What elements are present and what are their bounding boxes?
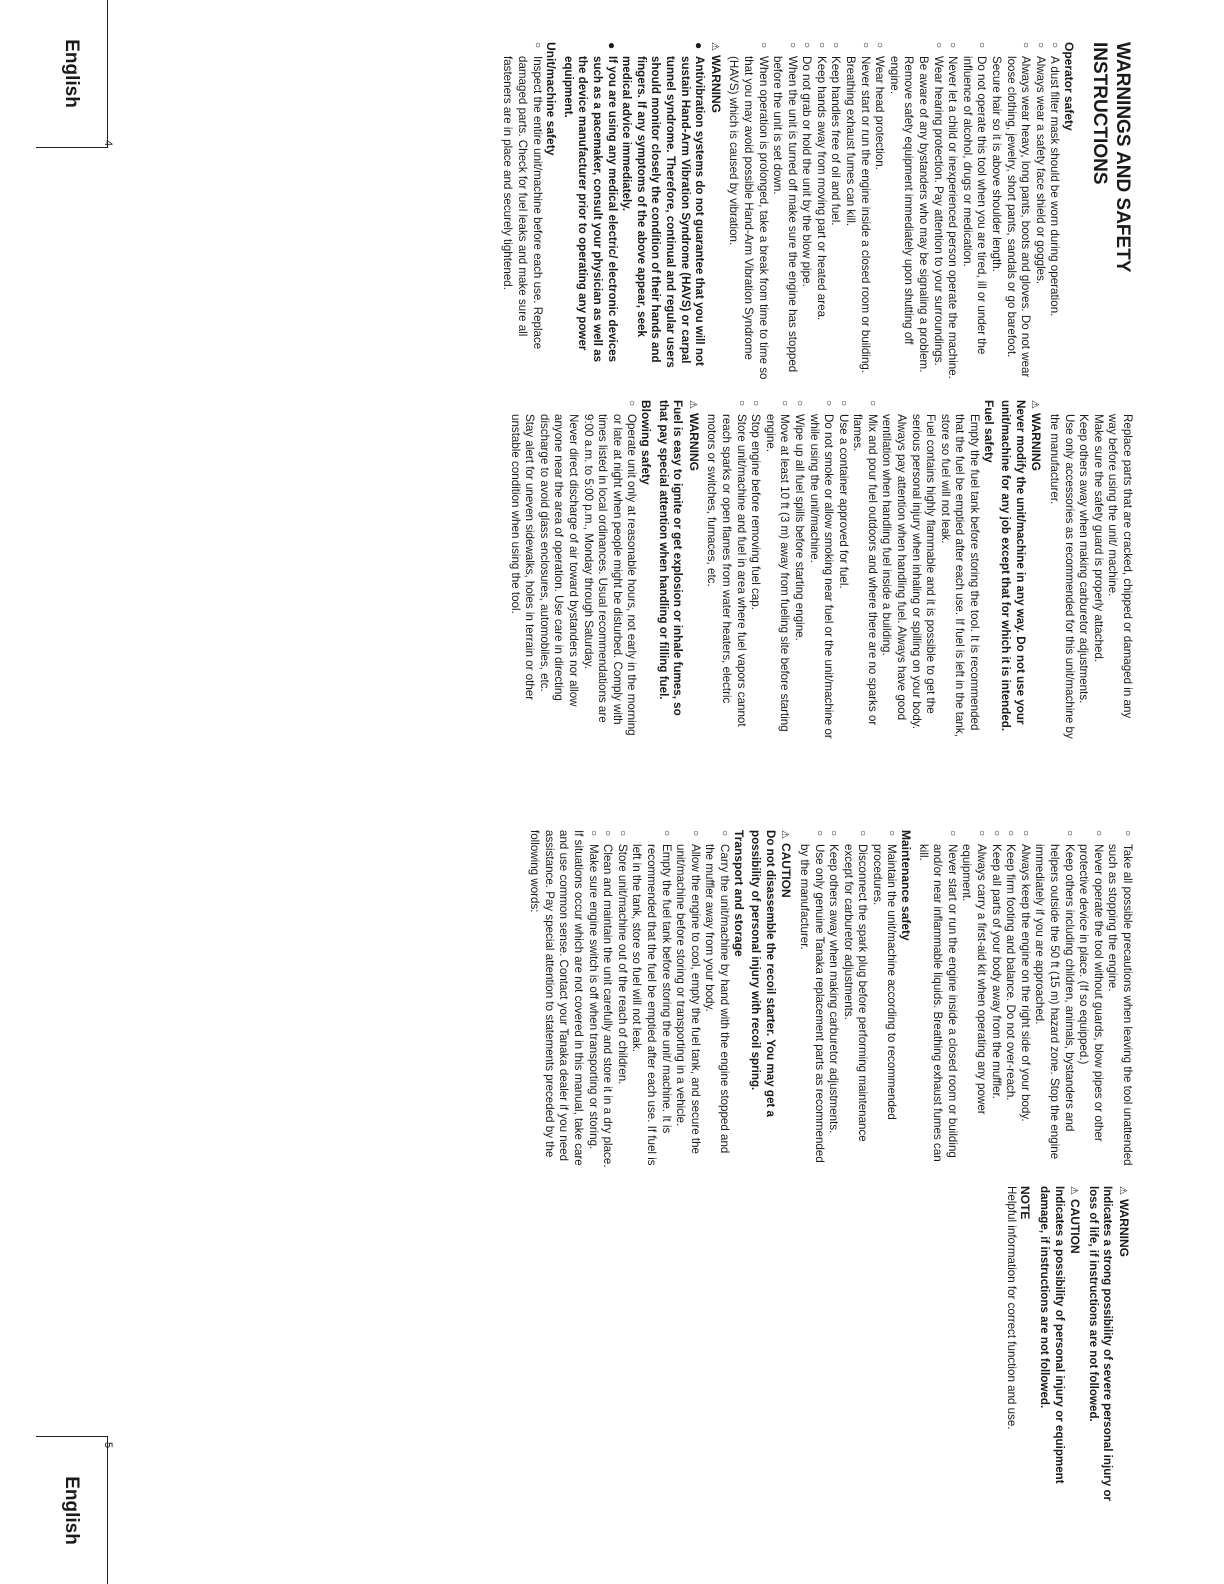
language-tab-left-label: English	[61, 39, 83, 108]
right-page-column-1	[527, 830, 1134, 1170]
list-item: Make sure the safety guard is properly attached.	[1091, 414, 1105, 663]
list-item: ○ Take all possible precautions when leaving the tool unattended such as stopping the engine.	[1105, 830, 1134, 1170]
left-page-column-1	[500, 42, 1134, 382]
list-item: ○ Disconnect the spark plug before performing maintenance except for carburetor adjustments.	[840, 830, 869, 1170]
modify-warning-body: Never modify the unit/machine in any way. Do not use your unit/machine for any job except that for which it is intended.	[999, 400, 1027, 732]
list-item: ○ Store unit/machine out of the reach of children.	[614, 830, 629, 1170]
recoil-caution-body: Do not disassemble the recoil starter. You may get a possibility of personal injury with recoil spring.	[749, 830, 777, 1117]
list-item: Never direct discharge of air toward bystanders nor allow anyone near the area of operation. Use care in directing discharge to avoid glass enclosures, automobiles, etc.	[537, 414, 581, 707]
list-item: ○ Allow the engine to cool, empty the fuel tank, and secure the unit/machine before storing or transporting in a vehicle.	[673, 830, 702, 1170]
list-item: ○ When the unit is turned off make sure the engine has stopped before the unit is set down.	[770, 42, 799, 382]
list-item: ○ Empty the fuel tank before storing the unit/ machine. It is recommended that the fuel be emptied after each use. If fuel is left in the tank, store so fuel will not leak.	[629, 830, 673, 1170]
warning-triangle-icon: ⚠	[708, 42, 720, 51]
note-label: NOTE	[1018, 1186, 1033, 1220]
maintenance-safety-list	[796, 830, 898, 1170]
list-item: ○ Never let a child or inexperienced person operate the machine.	[945, 42, 960, 382]
signal-warning-text: WARNING	[1117, 1198, 1131, 1257]
list-item: Fuel contains highly flammable and it is possible to get the serious personal injury when inhaling or spilling on your body. Always pay attention when handling fuel. Always have good ventilation when handling fuel inside a building.	[880, 414, 938, 729]
unit-safety-heading: Unit/machine safety	[544, 42, 559, 156]
fuel-warning-label	[684, 400, 701, 740]
list-item: ○ Never start or run the engine inside a closed room or building and/or near inflammable liquids. Breathing exhaust fumes can kill.	[915, 830, 959, 1170]
signal-caution-text: CAUTION	[1068, 1198, 1083, 1254]
note-body: Helpful information for correct function and use.	[1004, 1186, 1018, 1430]
havs-warning-text: WARNING	[708, 54, 723, 113]
list-item: Stay alert for uneven sidewalks, holes in terrain or other unstable condition when using the tool.	[508, 414, 537, 701]
language-tab-left	[36, 0, 108, 148]
general-safety-list	[915, 830, 1134, 1170]
list-item: ● If you are using any medical electric/ electronic devices such as a pacemaker, consult your physician as well as the device manufacturer prior to operating any power equipment.	[560, 42, 618, 382]
left-page-column-2	[507, 400, 1134, 740]
blowing-safety-heading: Blowing safety	[639, 400, 653, 485]
fuel-safety-heading: Fuel safety	[981, 400, 996, 463]
list-item: ○ Maintain the unit/machine according to recommended procedures.	[869, 830, 898, 1170]
list-item: ○ Use only genuine Tanaka replacement parts as recommended by the manufacturer.	[796, 830, 825, 1170]
list-item: ○ Clean and maintain the unit carefully and store it in a dry place.	[600, 830, 615, 1170]
recoil-caution-label	[777, 830, 794, 1170]
list-item: ○ Inspect the entire unit/machine before each use. Replace damaged parts. Check for fuel leaks and make sure all fasteners are in place and securely tightened.	[500, 42, 544, 382]
list-item: ○ Wear hearing protection. Pay attention to your surroundings. Be aware of any bystanders who may be signaling a problem. Remove safety equipment immediately upon shutting off engine.	[886, 42, 944, 382]
list-item: ● Antivibration systems do not guarantee that you will not sustain Hand-Arm Vibration Syndrome (HAVS) or carpal tunnel syndrome. Therefore, continual and regular users should monitor closely the condition of their hands and fingers. If any symptoms of the above appear, seek medical advice immediately.	[619, 42, 707, 382]
list-item: ○ Never operate the tool without guards, blow pipes or other protective device in place. (If so equipped.)	[1076, 830, 1105, 1170]
language-tab-right	[36, 1436, 108, 1584]
operator-safety-list	[726, 42, 1062, 382]
list-item: ○ Keep others away when making carburetor adjustments.	[826, 830, 841, 1170]
list-item: ○ When operation is prolonged, take a break from time to time so that you may avoid possible Hand-Arm Vibration Syndrome (HAVS) which is caused by vibration.	[726, 42, 770, 382]
list-item: ○ Always keep the engine on the right side of your body.	[1017, 830, 1032, 1170]
signal-warning-label	[1114, 1186, 1131, 1516]
list-item: ○ Wear head protection.	[872, 42, 887, 382]
fuel-safety-list	[704, 400, 981, 740]
list-item: ○ Carry the unit/machine by hand with the engine stopped and the muffler away from your body.	[702, 830, 731, 1170]
list-item: ○ Keep hands away from moving part or heated area.	[813, 42, 828, 382]
unit-safety-list-part-2	[1046, 400, 1134, 740]
list-item: ○ Store unit/machine and fuel in area where fuel vapors cannot reach sparks or open flames from water heaters, electric motors or switches, furnaces, etc.	[704, 400, 748, 740]
list-item: Keep others away when making carburetor adjustments.	[1077, 414, 1091, 704]
list-item: ○ Do not smoke or allow smoking near fuel or the unit/machine or while using the unit/machine.	[806, 400, 835, 740]
list-item: Empty the fuel tank before storing the tool. It is recommended that the fuel be emptied after each use. If fuel is left in the tank, store so fuel will not leak.	[938, 414, 982, 737]
list-item: ○ Keep all parts of your body away from the muffler.	[988, 830, 1003, 1170]
caution-triangle-icon: ⚠	[1068, 1186, 1080, 1195]
list-item: ○ Do not operate this tool when you are tired, ill or under the influence of alcohol, drugs or medication.	[959, 42, 988, 382]
list-item: ○ Move at least 10 ft (3 m) away from fueling site before starting engine.	[762, 400, 791, 740]
page-title: WARNINGS AND SAFETY INSTRUCTIONS	[1089, 42, 1133, 273]
signal-caution-label	[1066, 1186, 1083, 1516]
warning-triangle-icon: ⚠	[1029, 400, 1041, 409]
list-item: Use only accessories as recommended for this unit/machine by the manufacturer.	[1048, 414, 1076, 739]
list-item: ○ Do not grab or hold the unit by the blow pipe.	[799, 42, 814, 382]
maintenance-safety-heading: Maintenance safety	[899, 830, 914, 941]
list-item: ○ Operate unit only at reasonable hours, not early in the morning or late at night when people might be disturbed. Comply with times listed in local ordinances. Usual recommendations are 9:00 a.m. to 5:00 p.m., Monday through Saturday.	[580, 400, 638, 740]
caution-triangle-icon: ⚠	[779, 830, 791, 839]
list-item: ○ Always carry a first-aid kit when operating any power equipment.	[959, 830, 988, 1170]
signal-caution-body: Indicates a possibility of personal injury or equipment damage, if instructions are not followed.	[1038, 1186, 1066, 1484]
list-item: ○ Mix and pour fuel outdoors and where there are no sparks or flames.	[850, 400, 879, 740]
list-item: ○ Keep firm footing and balance. Do not over-reach.	[1003, 830, 1018, 1170]
list-item: ○ Keep handles free of oil and fuel.	[828, 42, 843, 382]
signal-warning-body: Indicates a strong possibility of severe personal injury or loss of life, if instructions are not followed.	[1086, 1186, 1115, 1502]
fuel-warning-text: WARNING	[686, 412, 701, 471]
havs-warning-list	[560, 42, 706, 382]
modify-warning-text: WARNING	[1029, 412, 1044, 471]
page-number-right: 5	[102, 1442, 114, 1449]
list-item: ○ Make sure engine switch is off when transporting or storing.	[585, 830, 600, 1170]
list-item: ○ Always wear a safety face shield or goggles.	[1032, 42, 1047, 382]
modify-warning-label	[1027, 400, 1044, 740]
list-item: Replace parts that are cracked, chipped or damaged in any way before using the unit/ machine.	[1106, 414, 1134, 719]
closing-paragraph: If situations occur which are not covered in this manual, take care and use common sense. Contact your Tanaka dealer if you need assistance. Pay special attention to statements preceded by the following words:	[528, 830, 586, 1166]
list-item: ○ Wipe up all fuel spills before starting engine.	[791, 400, 806, 740]
language-tab-right-label: English	[61, 1476, 83, 1545]
unit-safety-list-part-1	[500, 42, 544, 382]
list-item: ○ Use a container approved for fuel.	[835, 400, 850, 740]
recoil-caution-text: CAUTION	[779, 842, 794, 898]
list-item: ○ Keep others including children, animals, bystanders and helpers outside the 50 ft (15 m) hazard zone. Stop the engine immediately if you are approached.	[1032, 830, 1076, 1170]
list-item: ○ Always wear heavy, long pants, boots and gloves. Do not wear loose clothing, jewelry, short pants, sandals or go barefoot. Secure hair so it is above shoulder length.	[988, 42, 1032, 382]
fuel-warning-body: Fuel is easy to ignite or get explosion or inhale fumes, so that pay special attention when handling or filling fuel.	[656, 400, 685, 716]
blowing-safety-list	[507, 400, 638, 740]
transport-storage-heading: Transport and storage	[731, 830, 746, 957]
list-item: ○ A dust filter mask should be worn during operation.	[1047, 42, 1062, 382]
list-item: ○ Stop engine before removing fuel cap.	[748, 400, 763, 740]
warning-triangle-icon: ⚠	[686, 400, 698, 409]
right-page-column-2	[1003, 1186, 1134, 1516]
transport-storage-list	[585, 830, 731, 1170]
page-number-left: 4	[102, 140, 114, 147]
operator-safety-heading: Operator safety	[1062, 42, 1076, 131]
havs-warning-label	[706, 42, 723, 382]
list-item: ○ Never start or run the engine inside a closed room or building. Breathing exhaust fumes can kill.	[843, 42, 872, 382]
warning-triangle-icon: ⚠	[1117, 1186, 1128, 1195]
